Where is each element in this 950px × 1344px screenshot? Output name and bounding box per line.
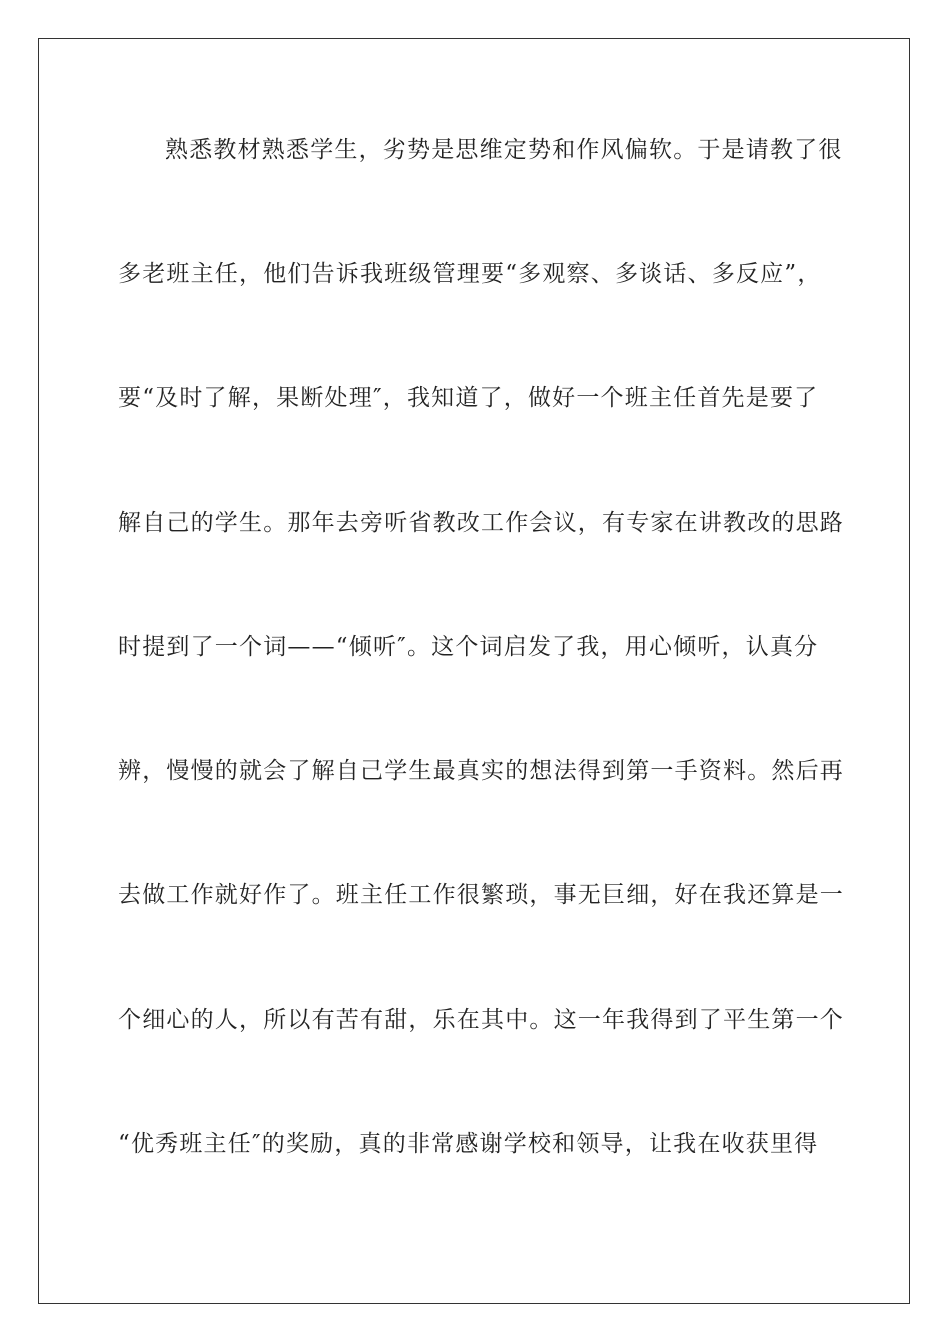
- paragraph-line: 熟悉教材熟悉学生，劣势是思维定势和作风偏软。于是请教了很: [165, 137, 843, 163]
- paragraph-line: 辨，慢慢的就会了解自己学生最真实的想法得到第一手资料。然后再: [118, 758, 844, 784]
- paragraph-line: 时提到了一个词——“倾听″。这个词启发了我，用心倾听，认真分: [118, 634, 819, 660]
- page-border: [38, 38, 910, 1304]
- paragraph-line: 去做工作就好作了。班主任工作很繁琐，事无巨细，好在我还算是一: [118, 882, 844, 908]
- paragraph-line: “优秀班主任″的奖励，真的非常感谢学校和领导，让我在收获里得: [118, 1131, 819, 1157]
- paragraph-line: 个细心的人，所以有苦有甜，乐在其中。这一年我得到了平生第一个: [118, 1007, 844, 1033]
- paragraph-line: 解自己的学生。那年去旁听省教改工作会议，有专家在讲教改的思路: [118, 510, 844, 536]
- paragraph-line: 要“及时了解，果断处理″，我知道了，做好一个班主任首先是要了: [118, 385, 819, 411]
- paragraph-line: 多老班主任，他们告诉我班级管理要“多观察、多谈话、多反应”，: [118, 261, 822, 287]
